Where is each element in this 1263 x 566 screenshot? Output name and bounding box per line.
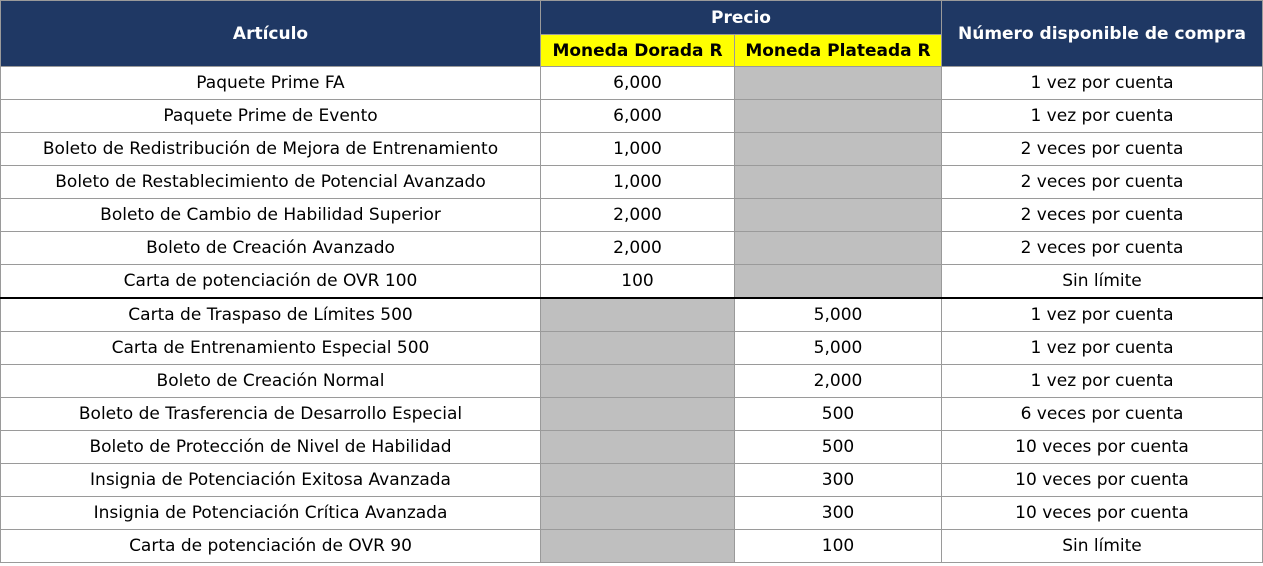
header-silver-coin: Moneda Plateada R (735, 35, 942, 67)
table-row (1, 365, 1263, 398)
table-row (1, 298, 1263, 332)
gold-price: 6,000 (541, 67, 735, 100)
silver-price (735, 166, 942, 199)
table-body (1, 67, 1263, 563)
header-price: Precio (541, 1, 942, 35)
header-limit: Número disponible de compra (942, 1, 1263, 67)
item-name: Carta de Traspaso de Límites 500 (1, 298, 541, 332)
gold-price (541, 530, 735, 563)
gold-price: 2,000 (541, 232, 735, 265)
gold-price: 6,000 (541, 100, 735, 133)
gold-price: 100 (541, 265, 735, 299)
table-row (1, 133, 1263, 166)
gold-price (541, 332, 735, 365)
silver-price: 500 (735, 398, 942, 431)
silver-price (735, 199, 942, 232)
gold-price: 2,000 (541, 199, 735, 232)
item-name: Boleto de Restablecimiento de Potencial Avanzado (1, 166, 541, 199)
silver-price (735, 265, 942, 299)
gold-price (541, 365, 735, 398)
gold-price (541, 464, 735, 497)
silver-price: 100 (735, 530, 942, 563)
item-name: Boleto de Creación Normal (1, 365, 541, 398)
table-row (1, 199, 1263, 232)
purchase-limit: 10 veces por cuenta (942, 464, 1263, 497)
item-name: Boleto de Protección de Nivel de Habilidad (1, 431, 541, 464)
purchase-limit: 10 veces por cuenta (942, 497, 1263, 530)
purchase-limit: 6 veces por cuenta (942, 398, 1263, 431)
purchase-limit: 1 vez por cuenta (942, 67, 1263, 100)
silver-price: 300 (735, 497, 942, 530)
purchase-limit: Sin límite (942, 530, 1263, 563)
purchase-limit: 1 vez por cuenta (942, 332, 1263, 365)
gold-price: 1,000 (541, 166, 735, 199)
table-row (1, 100, 1263, 133)
purchase-limit: 2 veces por cuenta (942, 166, 1263, 199)
silver-price: 300 (735, 464, 942, 497)
table-row (1, 398, 1263, 431)
item-name: Boleto de Cambio de Habilidad Superior (1, 199, 541, 232)
item-name: Paquete Prime FA (1, 67, 541, 100)
purchase-limit: 10 veces por cuenta (942, 431, 1263, 464)
gold-price (541, 298, 735, 332)
gold-price (541, 398, 735, 431)
silver-price: 5,000 (735, 298, 942, 332)
gold-price (541, 431, 735, 464)
purchase-limit: Sin límite (942, 265, 1263, 299)
item-name: Insignia de Potenciación Crítica Avanzada (1, 497, 541, 530)
table-row (1, 67, 1263, 100)
purchase-limit: 1 vez por cuenta (942, 298, 1263, 332)
item-name: Carta de potenciación de OVR 90 (1, 530, 541, 563)
table-row (1, 431, 1263, 464)
table-row (1, 166, 1263, 199)
table-row (1, 332, 1263, 365)
item-name: Paquete Prime de Evento (1, 100, 541, 133)
silver-price: 500 (735, 431, 942, 464)
table-row (1, 530, 1263, 563)
table-row (1, 265, 1263, 299)
table-row (1, 232, 1263, 265)
table-row (1, 464, 1263, 497)
item-name: Boleto de Creación Avanzado (1, 232, 541, 265)
purchase-limit: 2 veces por cuenta (942, 199, 1263, 232)
header-item: Artículo (1, 1, 541, 67)
gold-price (541, 497, 735, 530)
purchase-limit: 1 vez por cuenta (942, 100, 1263, 133)
silver-price (735, 133, 942, 166)
silver-price (735, 67, 942, 100)
silver-price (735, 232, 942, 265)
header-gold-coin: Moneda Dorada R (541, 35, 735, 67)
item-name: Insignia de Potenciación Exitosa Avanzada (1, 464, 541, 497)
item-name: Carta de potenciación de OVR 100 (1, 265, 541, 299)
item-name: Boleto de Trasferencia de Desarrollo Especial (1, 398, 541, 431)
silver-price: 5,000 (735, 332, 942, 365)
silver-price (735, 100, 942, 133)
item-name: Boleto de Redistribución de Mejora de Entrenamiento (1, 133, 541, 166)
gold-price: 1,000 (541, 133, 735, 166)
table-row (1, 497, 1263, 530)
purchase-limit: 2 veces por cuenta (942, 232, 1263, 265)
purchase-limit: 1 vez por cuenta (942, 365, 1263, 398)
item-name: Carta de Entrenamiento Especial 500 (1, 332, 541, 365)
purchase-limit: 2 veces por cuenta (942, 133, 1263, 166)
silver-price: 2,000 (735, 365, 942, 398)
